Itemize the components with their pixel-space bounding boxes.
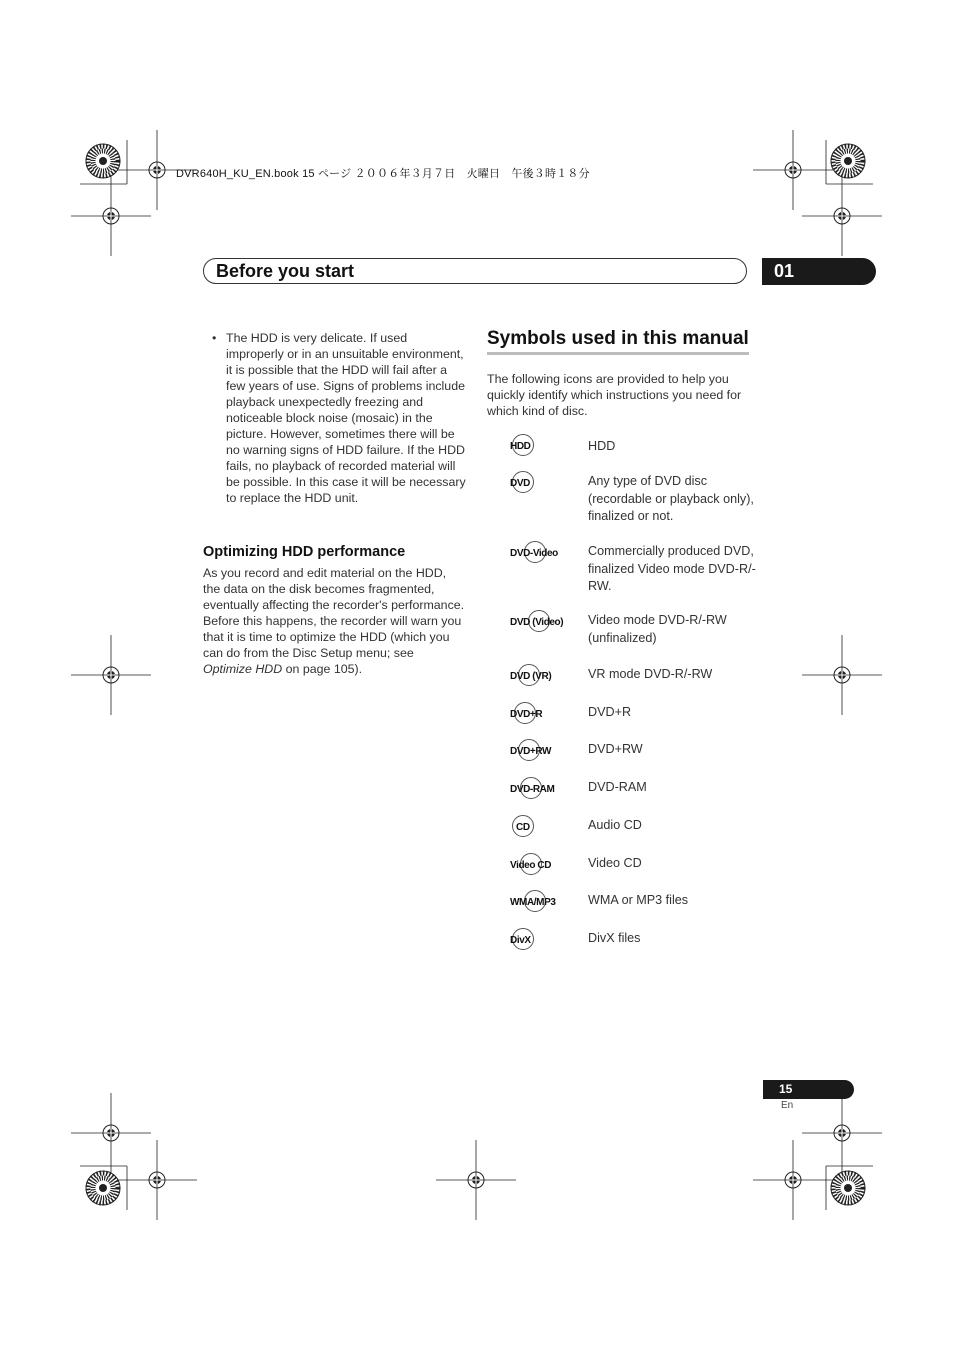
- symbol-description: DVD+RW: [588, 742, 643, 756]
- dvd-video-badge-icon: DVD-Video: [510, 548, 558, 559]
- symbol-description: DVD+R: [588, 705, 632, 719]
- hdd-warning-bullet: [212, 330, 468, 506]
- symbol-description: DivX files: [588, 931, 641, 945]
- subheading-optimizing-hdd: Optimizing HDD performance: [203, 544, 406, 560]
- section-title-rule: [487, 352, 749, 355]
- symbol-description: Commercially produced DVD, finalized Video mode DVD-R/-RW.: [588, 544, 756, 593]
- dvd-vr-badge-icon: DVD (VR): [510, 671, 552, 682]
- dvd-ram-badge-icon: DVD-RAM: [510, 784, 555, 795]
- page-number: 15: [763, 1080, 854, 1099]
- optimizing-hdd-paragraph: [203, 565, 465, 677]
- cd-badge-icon: CD: [516, 822, 530, 833]
- paragraph-text-before: As you record and edit material on the HDD, the data on the disk becomes fragmented, eventually affecting the recorder's performance. Before this happens, the recorder will warn you that it is time to optimize the HDD (which you can do from the Disc Setup menu; see: [203, 566, 465, 660]
- optimize-hdd-reference: Optimize HDD: [203, 662, 283, 676]
- bullet-dot: •: [212, 331, 217, 345]
- symbols-intro: The following icons are provided to help you quickly identify which instructions you need for which kind of disc.: [487, 372, 742, 418]
- print-info-line: DVR640H_KU_EN.book 15 ページ ２００６年３月７日 火曜日 午後３時１８分: [176, 168, 590, 180]
- symbol-description: WMA or MP3 files: [588, 893, 689, 907]
- section-title-symbols: Symbols used in this manual: [487, 328, 749, 349]
- chapter-number: 01: [762, 258, 876, 285]
- symbol-description: VR mode DVD-R/-RW: [588, 667, 713, 681]
- video-cd-badge-icon: Video CD: [510, 860, 552, 871]
- dvd-video-mode-badge-icon: DVD (Video): [510, 617, 564, 628]
- page-language: En: [781, 1100, 794, 1111]
- wma-mp3-badge-icon: WMA/MP3: [510, 897, 556, 908]
- symbol-description: Audio CD: [588, 818, 642, 832]
- hdd-badge-icon: HDD: [510, 441, 531, 452]
- symbol-description: Any type of DVD disc (recordable or playback only), finalized or not.: [588, 474, 754, 523]
- paragraph-text-after: on page 105).: [282, 662, 363, 676]
- symbol-description: DVD-RAM: [588, 780, 647, 794]
- symbol-description: Video CD: [588, 856, 642, 870]
- symbol-description: Video mode DVD-R/-RW (unfinalized): [588, 613, 727, 645]
- dvd-plus-r-badge-icon: DVD+R: [510, 709, 543, 720]
- dvd-plus-rw-badge-icon: DVD+RW: [510, 746, 552, 757]
- divx-badge-icon: DivX: [510, 935, 531, 946]
- page-title: Before you start: [216, 261, 355, 281]
- dvd-badge-icon: DVD: [510, 478, 530, 489]
- symbol-description: HDD: [588, 439, 616, 453]
- bullet-text: The HDD is very delicate. If used improperly or in an unsuitable environment, it is possible that the HDD will fail after a few years of use. Signs of problems include playback unexpectedly freezing and noticeable block noise (mosaic) in the picture. However, sometimes there will be no warning signs of HDD failure. If the HDD fails, no playback of recorded material will be possible. In this case it will be necessary to replace the HDD unit.: [226, 331, 466, 505]
